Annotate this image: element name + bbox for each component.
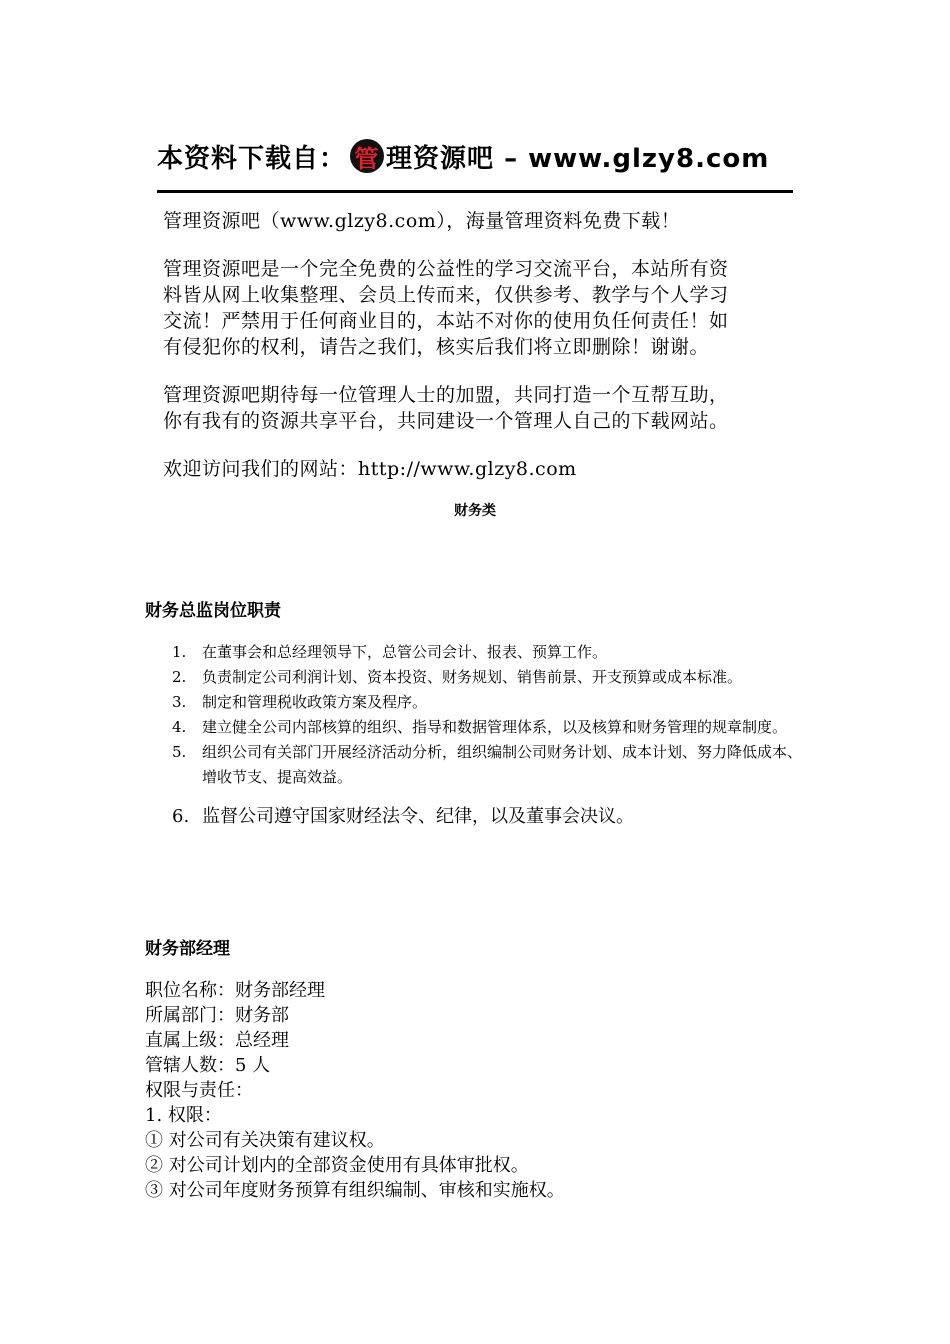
item-number: 6. bbox=[172, 806, 190, 827]
info-line: ③ 对公司年度财务预算有组织编制、审核和实施权。 bbox=[145, 1180, 565, 1201]
info-line: ② 对公司计划内的全部资金使用有具体审批权。 bbox=[145, 1155, 529, 1176]
item-text: 监督公司遵守国家财经法令、纪律，以及董事会决议。 bbox=[202, 806, 634, 827]
notice-line: 交流！严禁用于任何商业目的，本站不对你的使用负任何责任！如 bbox=[163, 310, 729, 332]
section-heading-cfo: 财务总监岗位职责 bbox=[145, 601, 281, 621]
info-line: 所属部门：财务部 bbox=[145, 1005, 289, 1026]
item-text: 建立健全公司内部核算的组织、指导和数据管理体系，以及核算和财务管理的规章制度。 bbox=[202, 718, 788, 736]
item-number: 1. bbox=[172, 643, 187, 661]
item-text: 在董事会和总经理领导下，总管公司会计、报表、预算工作。 bbox=[202, 643, 608, 661]
list-item bbox=[172, 804, 812, 829]
list-item bbox=[172, 640, 812, 665]
notice-line: 你有我有的资源共享平台，共同建设一个管理人自己的下载网站。 bbox=[163, 410, 729, 432]
item-text: 组织公司有关部门开展经济活动分析，组织编制公司财务计划、成本计划、努力降低成本、增收节支、提高效益。 bbox=[202, 743, 803, 786]
site-notice bbox=[163, 208, 803, 482]
banner-site: 理资源吧 – www.glzy8.com bbox=[386, 143, 770, 174]
banner-title bbox=[157, 130, 797, 182]
cfo-duties-list bbox=[172, 640, 812, 829]
list-item bbox=[172, 715, 812, 740]
item-text: 负责制定公司利润计划、资本投资、财务规划、销售前景、开支预算或成本标准。 bbox=[202, 668, 743, 686]
banner-prefix: 本资料下载自： bbox=[157, 143, 347, 174]
list-item bbox=[172, 665, 812, 690]
item-number: 3. bbox=[172, 693, 187, 711]
info-line: 管辖人数：5 人 bbox=[145, 1055, 271, 1076]
notice-line: 管理资源吧期待每一位管理人士的加盟，共同打造一个互帮互助， bbox=[163, 384, 729, 406]
info-line: ① 对公司有关决策有建议权。 bbox=[145, 1130, 385, 1151]
category-title: 财务类 bbox=[454, 503, 496, 519]
item-number: 2. bbox=[172, 668, 187, 686]
section-heading-finance-manager: 财务部经理 bbox=[145, 939, 230, 959]
info-line: 职位名称：财务部经理 bbox=[145, 980, 325, 1001]
download-banner bbox=[157, 130, 797, 193]
logo-icon: 管 bbox=[350, 139, 384, 173]
info-line: 直属上级：总经理 bbox=[145, 1030, 289, 1051]
welcome-line: 欢迎访问我们的网站：http://www.glzy8.com bbox=[163, 458, 577, 480]
info-line: 1. 权限： bbox=[145, 1105, 222, 1126]
notice-line: 管理资源吧（www.glzy8.com），海量管理资料免费下载！ bbox=[163, 210, 681, 232]
item-text: 制定和管理税收政策方案及程序。 bbox=[202, 693, 428, 711]
item-number: 4. bbox=[172, 718, 187, 736]
banner-divider bbox=[157, 190, 793, 193]
list-item bbox=[172, 690, 812, 715]
finance-manager-info bbox=[145, 978, 565, 1203]
notice-line: 管理资源吧是一个完全免费的公益性的学习交流平台，本站所有资 bbox=[163, 258, 729, 280]
list-item bbox=[172, 740, 812, 790]
info-line: 权限与责任： bbox=[145, 1080, 253, 1101]
notice-line: 料皆从网上收集整理、会员上传而来，仅供参考、教学与个人学习 bbox=[163, 284, 729, 306]
item-number: 5. bbox=[172, 743, 187, 761]
notice-line: 有侵犯你的权利，请告之我们，核实后我们将立即删除！谢谢。 bbox=[163, 336, 710, 358]
